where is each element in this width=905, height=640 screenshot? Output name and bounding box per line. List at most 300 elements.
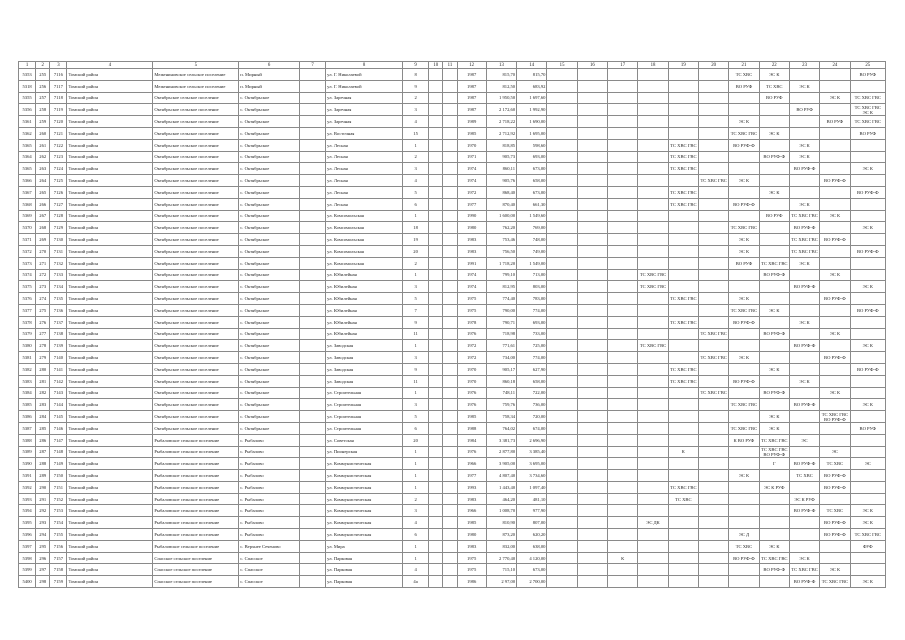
table-cell: Октябрьское сельское поселение <box>153 104 239 116</box>
table-cell <box>820 127 850 139</box>
table-cell: Томский район <box>67 411 153 423</box>
table-cell <box>577 151 607 163</box>
table-cell: 3 381,73 <box>486 434 516 446</box>
table-cell <box>759 493 789 505</box>
table-cell <box>429 328 443 340</box>
table-cell <box>759 293 789 305</box>
table-cell: 7130 <box>50 234 67 246</box>
table-cell <box>577 540 607 552</box>
table-cell: 818,85 <box>486 139 516 151</box>
table-cell: 783,00 <box>517 293 547 305</box>
table-cell: 275 <box>36 304 50 316</box>
table-cell <box>608 505 638 517</box>
table-cell: Томский район <box>67 422 153 434</box>
table-cell: ЭС К <box>789 552 819 564</box>
table-cell: 5373 <box>19 257 36 269</box>
table-cell: 1970 <box>457 363 486 375</box>
table-cell: 273 <box>36 281 50 293</box>
table-cell <box>850 198 885 210</box>
table-cell: ТС ХВС ГВС <box>850 529 885 541</box>
table-cell <box>638 116 668 128</box>
table-cell: Томский район <box>67 69 153 81</box>
table-cell: ТС ХВС ГВС <box>789 245 819 257</box>
table-cell: 764,02 <box>486 422 516 434</box>
table-cell: 7117 <box>50 80 67 92</box>
table-row <box>19 175 886 187</box>
table-cell: 261 <box>36 139 50 151</box>
table-row <box>19 293 886 305</box>
table-cell: 1970 <box>457 375 486 387</box>
table-cell: 661,30 <box>517 198 547 210</box>
table-cell: 264 <box>36 175 50 187</box>
column-header: 2 <box>36 62 50 69</box>
table-cell: ТС ХВС ГВС <box>789 234 819 246</box>
table-cell <box>850 257 885 269</box>
table-cell <box>698 269 728 281</box>
table-cell: 5396 <box>19 529 36 541</box>
table-cell <box>547 446 577 458</box>
table-cell: ЭС К <box>729 234 759 246</box>
table-cell: 4 807,40 <box>486 470 516 482</box>
table-cell <box>668 245 698 257</box>
table-cell: 1987 <box>457 69 486 81</box>
table-cell <box>443 304 457 316</box>
table-cell <box>759 163 789 175</box>
table-cell: ЭС К <box>820 564 850 576</box>
table-cell <box>729 328 759 340</box>
table-cell: 7154 <box>50 517 67 529</box>
table-cell <box>608 422 638 434</box>
table-cell: ВО РУФ-Ф <box>729 316 759 328</box>
column-header: 7 <box>299 62 325 69</box>
table-cell: 7148 <box>50 446 67 458</box>
table-cell <box>577 576 607 588</box>
table-cell <box>608 222 638 234</box>
table-cell <box>577 375 607 387</box>
table-cell <box>547 517 577 529</box>
table-cell <box>638 92 668 104</box>
table-cell: 3 734,60 <box>517 470 547 482</box>
table-cell: ЭС К <box>789 375 819 387</box>
table-cell: ЭС К <box>850 517 885 529</box>
table-cell: Октябрьское сельское поселение <box>153 363 239 375</box>
table-cell: 1977 <box>457 198 486 210</box>
table-cell: ВО РУФ-Ф <box>789 163 819 175</box>
table-cell <box>608 151 638 163</box>
table-cell: ЭС К РУФ <box>759 481 789 493</box>
table-cell: с. Октябрьское <box>239 257 300 269</box>
table-cell: ЭС К <box>729 116 759 128</box>
table-cell: 7152 <box>50 493 67 505</box>
table-cell: 7151 <box>50 481 67 493</box>
table-cell <box>547 116 577 128</box>
table-cell: 673,00 <box>517 564 547 576</box>
table-cell: 7124 <box>50 163 67 175</box>
table-cell <box>668 234 698 246</box>
table-cell: 5374 <box>19 269 36 281</box>
table-cell: 481,10 <box>517 493 547 505</box>
table-cell: Томский район <box>67 234 153 246</box>
table-cell <box>547 104 577 116</box>
table-cell <box>668 422 698 434</box>
table-cell: ВО РУФ-Ф <box>789 281 819 293</box>
table-cell <box>577 517 607 529</box>
table-cell: 5390 <box>19 458 36 470</box>
table-cell: ЭС К <box>759 411 789 423</box>
column-header: 25 <box>850 62 885 69</box>
table-cell <box>429 293 443 305</box>
table-cell: Томский район <box>67 175 153 187</box>
table-cell: 7 <box>402 304 428 316</box>
table-cell <box>638 470 668 482</box>
table-cell <box>299 198 325 210</box>
table-cell: Томский район <box>67 210 153 222</box>
table-cell <box>443 399 457 411</box>
table-cell <box>577 434 607 446</box>
table-cell: 5372 <box>19 245 36 257</box>
column-header: 8 <box>326 62 403 69</box>
table-cell <box>850 493 885 505</box>
table-cell: Томский район <box>67 470 153 482</box>
table-cell: 756,50 <box>486 245 516 257</box>
table-cell <box>577 363 607 375</box>
table-cell <box>668 411 698 423</box>
table-cell: 1988 <box>457 422 486 434</box>
column-header: 22 <box>759 62 789 69</box>
table-cell <box>299 375 325 387</box>
table-cell: К <box>608 552 638 564</box>
table-cell <box>547 387 577 399</box>
table-cell: Спасское сельское поселение <box>153 552 239 564</box>
table-cell: 693,00 <box>517 151 547 163</box>
table-cell: ТС ХВС ГВС <box>729 422 759 434</box>
table-cell <box>608 399 638 411</box>
table-cell: 7147 <box>50 434 67 446</box>
table-cell <box>577 340 607 352</box>
table-cell <box>299 505 325 517</box>
table-cell <box>608 69 638 81</box>
table-cell <box>429 210 443 222</box>
table-cell <box>429 446 443 458</box>
table-cell: 1 992,90 <box>517 104 547 116</box>
table-cell: Рыбаловское сельское поселение <box>153 446 239 458</box>
table-cell: Томский район <box>67 293 153 305</box>
table-cell <box>299 470 325 482</box>
table-cell: Томский район <box>67 493 153 505</box>
table-cell <box>729 340 759 352</box>
table-cell: 1 <box>402 139 428 151</box>
table-cell: ВО РУФ-Ф <box>729 198 759 210</box>
table-cell: ВО РУФ-Ф <box>850 363 885 375</box>
table-cell <box>443 529 457 541</box>
table-cell <box>759 198 789 210</box>
table-cell: с. Октябрьское <box>239 304 300 316</box>
table-cell: ВО РУФ-Ф <box>820 293 850 305</box>
table-cell: 7137 <box>50 316 67 328</box>
table-cell: 285 <box>36 422 50 434</box>
table-cell <box>638 411 668 423</box>
table-cell <box>608 458 638 470</box>
table-cell: 5365 <box>19 139 36 151</box>
table-cell <box>577 505 607 517</box>
table-cell: ТС ХВС ГВС <box>698 328 728 340</box>
table-cell: 1 950,50 <box>486 92 516 104</box>
table-row <box>19 422 886 434</box>
table-cell <box>299 493 325 505</box>
column-header: 13 <box>486 62 516 69</box>
table-cell: 620,20 <box>517 529 547 541</box>
table-cell: 295 <box>36 540 50 552</box>
table-cell: с. Спасское <box>239 576 300 588</box>
table-cell: 1993 <box>457 481 486 493</box>
table-cell: К <box>668 446 698 458</box>
table-cell: ВО РУФ-Ф <box>820 470 850 482</box>
table-cell: 1975 <box>457 304 486 316</box>
table-cell: 277 <box>36 328 50 340</box>
table-cell <box>668 281 698 293</box>
table-cell: 270 <box>36 245 50 257</box>
table-cell <box>638 422 668 434</box>
table-cell: 284 <box>36 411 50 423</box>
table-cell: ВО РУФ <box>850 127 885 139</box>
table-cell: ЭС К <box>850 163 885 175</box>
table-cell <box>820 198 850 210</box>
table-cell <box>608 80 638 92</box>
table-cell <box>698 564 728 576</box>
table-cell: с. Октябрьское <box>239 139 300 151</box>
table-cell <box>820 151 850 163</box>
table-cell <box>547 222 577 234</box>
table-cell: с. Октябрьское <box>239 352 300 364</box>
table-cell <box>668 210 698 222</box>
table-cell: 1976 <box>457 328 486 340</box>
table-cell: ВО РУФ-Ф <box>759 328 789 340</box>
table-cell: 11 <box>402 328 428 340</box>
table-cell: 7146 <box>50 422 67 434</box>
table-cell <box>429 399 443 411</box>
table-cell <box>577 411 607 423</box>
table-cell <box>429 540 443 552</box>
table-cell: 733,00 <box>517 328 547 340</box>
table-cell <box>443 470 457 482</box>
column-header: 23 <box>789 62 819 69</box>
table-cell <box>608 446 638 458</box>
table-cell: 7122 <box>50 139 67 151</box>
table-cell: ЭС К <box>789 151 819 163</box>
table-cell: Октябрьское сельское поселение <box>153 352 239 364</box>
table-cell <box>547 163 577 175</box>
table-cell: 5 <box>402 411 428 423</box>
table-cell <box>698 104 728 116</box>
table-cell: 2 <box>402 151 428 163</box>
column-header: 4 <box>67 62 153 69</box>
table-cell <box>698 210 728 222</box>
table-cell: Рыбаловское сельское поселение <box>153 458 239 470</box>
table-cell: ВО РУФ-Ф <box>789 399 819 411</box>
table-cell <box>820 552 850 564</box>
table-cell <box>443 151 457 163</box>
table-cell: Межениновское сельское поселение <box>153 69 239 81</box>
table-cell: Октябрьское сельское поселение <box>153 316 239 328</box>
table-cell <box>668 175 698 187</box>
table-cell: с. Октябрьское <box>239 316 300 328</box>
table-cell: ТС ХВС ГВС <box>850 92 885 104</box>
table-cell <box>577 458 607 470</box>
table-cell: 7129 <box>50 222 67 234</box>
table-cell <box>729 281 759 293</box>
table-cell <box>608 139 638 151</box>
table-cell: 7138 <box>50 328 67 340</box>
table-cell <box>547 92 577 104</box>
table-cell <box>443 269 457 281</box>
table-cell <box>668 505 698 517</box>
table-cell: 720,00 <box>517 411 547 423</box>
table-cell <box>668 269 698 281</box>
table-cell <box>668 540 698 552</box>
table-cell: 774,00 <box>517 352 547 364</box>
table-cell <box>850 80 885 92</box>
table-cell <box>668 387 698 399</box>
table-cell: 1975 <box>457 552 486 564</box>
table-cell: ТС ХВС <box>668 493 698 505</box>
table-cell <box>429 139 443 151</box>
table-cell: Октябрьское сельское поселение <box>153 186 239 198</box>
table-cell <box>547 352 577 364</box>
table-cell <box>638 434 668 446</box>
table-cell <box>429 186 443 198</box>
table-cell: ЭС К <box>820 92 850 104</box>
table-cell <box>608 245 638 257</box>
table-cell <box>789 387 819 399</box>
table-cell: ул. Лесная <box>326 198 403 210</box>
table-cell: 627,90 <box>517 363 547 375</box>
table-cell: ТС ХВС ГВС <box>698 175 728 187</box>
table-cell: ЭС К <box>820 210 850 222</box>
table-cell: 9 <box>402 80 428 92</box>
table-cell: 1975 <box>457 293 486 305</box>
table-cell: 6 <box>402 529 428 541</box>
table-cell <box>577 470 607 482</box>
table-cell: с. Октябрьское <box>239 293 300 305</box>
table-cell: ЭС К <box>729 470 759 482</box>
table-cell: ТС ХВС ГВС <box>729 222 759 234</box>
table-cell <box>299 186 325 198</box>
table-row <box>19 434 886 446</box>
table-cell: 5355 <box>19 92 36 104</box>
table-cell: Томский район <box>67 352 153 364</box>
table-cell <box>638 257 668 269</box>
table-cell: Томский район <box>67 163 153 175</box>
table-cell <box>443 163 457 175</box>
table-cell: Рыбаловское сельское поселение <box>153 470 239 482</box>
table-cell <box>547 281 577 293</box>
table-cell <box>547 458 577 470</box>
table-cell: ТС ХВС <box>729 540 759 552</box>
table-cell <box>638 564 668 576</box>
table-cell <box>547 139 577 151</box>
table-cell: ТС ХВС ГВС <box>698 352 728 364</box>
table-cell: ТС ХВС ГВС ВО РУФ-Ф <box>821 411 849 422</box>
table-cell: 7150 <box>50 470 67 482</box>
table-cell: 19 <box>402 234 428 246</box>
table-cell <box>668 304 698 316</box>
table-cell: ФУФ <box>850 540 885 552</box>
table-cell: 2 172,60 <box>486 104 516 116</box>
table-cell <box>577 69 607 81</box>
table-cell: 5366 <box>19 175 36 187</box>
table-cell <box>443 257 457 269</box>
table-cell <box>638 210 668 222</box>
table-cell: 5393 <box>19 493 36 505</box>
table-cell: 7121 <box>50 127 67 139</box>
table-cell: 7134 <box>50 281 67 293</box>
table-cell: 6 <box>402 198 428 210</box>
table-cell: 2 770,40 <box>486 552 516 564</box>
table-cell: 1983 <box>457 234 486 246</box>
table-cell <box>698 139 728 151</box>
table-cell <box>429 529 443 541</box>
table-cell: Октябрьское сельское поселение <box>153 198 239 210</box>
table-cell <box>443 328 457 340</box>
table-cell: 5365 <box>19 163 36 175</box>
table-cell <box>668 529 698 541</box>
table-row <box>19 245 886 257</box>
table-cell <box>820 434 850 446</box>
table-cell: ВО РУФ <box>850 422 885 434</box>
table-cell <box>429 198 443 210</box>
column-header: 15 <box>547 62 577 69</box>
table-cell: 1971 <box>457 151 486 163</box>
table-cell <box>638 328 668 340</box>
table-cell: с. Октябрьское <box>239 210 300 222</box>
table-cell <box>429 80 443 92</box>
table-cell <box>698 493 728 505</box>
table-cell: ул. Лесная <box>326 186 403 198</box>
table-cell: 1974 <box>457 175 486 187</box>
column-header: 5 <box>153 62 239 69</box>
table-cell <box>638 234 668 246</box>
table-cell <box>443 352 457 364</box>
table-cell: 1990 <box>457 210 486 222</box>
table-cell <box>668 517 698 529</box>
table-cell <box>443 281 457 293</box>
table-row <box>19 104 886 116</box>
table-cell: 2 <box>402 493 428 505</box>
table-row <box>19 234 886 246</box>
table-cell <box>547 69 577 81</box>
table-cell <box>443 80 457 92</box>
table-cell <box>850 375 885 387</box>
table-cell: Октябрьское сельское поселение <box>153 222 239 234</box>
table-cell <box>299 127 325 139</box>
table-cell <box>608 529 638 541</box>
table-cell <box>299 446 325 458</box>
table-row <box>19 470 886 482</box>
table-cell: ВО РУФ-Ф <box>759 564 789 576</box>
table-cell: 5382 <box>19 363 36 375</box>
table-cell <box>429 481 443 493</box>
table-cell <box>850 470 885 482</box>
table-cell <box>299 116 325 128</box>
table-cell: ВО РУФ-Ф <box>789 222 819 234</box>
table-cell <box>789 92 819 104</box>
table-cell: 790,71 <box>486 316 516 328</box>
table-row <box>19 186 886 198</box>
table-row <box>19 257 886 269</box>
table-cell: 815,70 <box>517 69 547 81</box>
table-cell <box>577 104 607 116</box>
table-cell <box>299 245 325 257</box>
